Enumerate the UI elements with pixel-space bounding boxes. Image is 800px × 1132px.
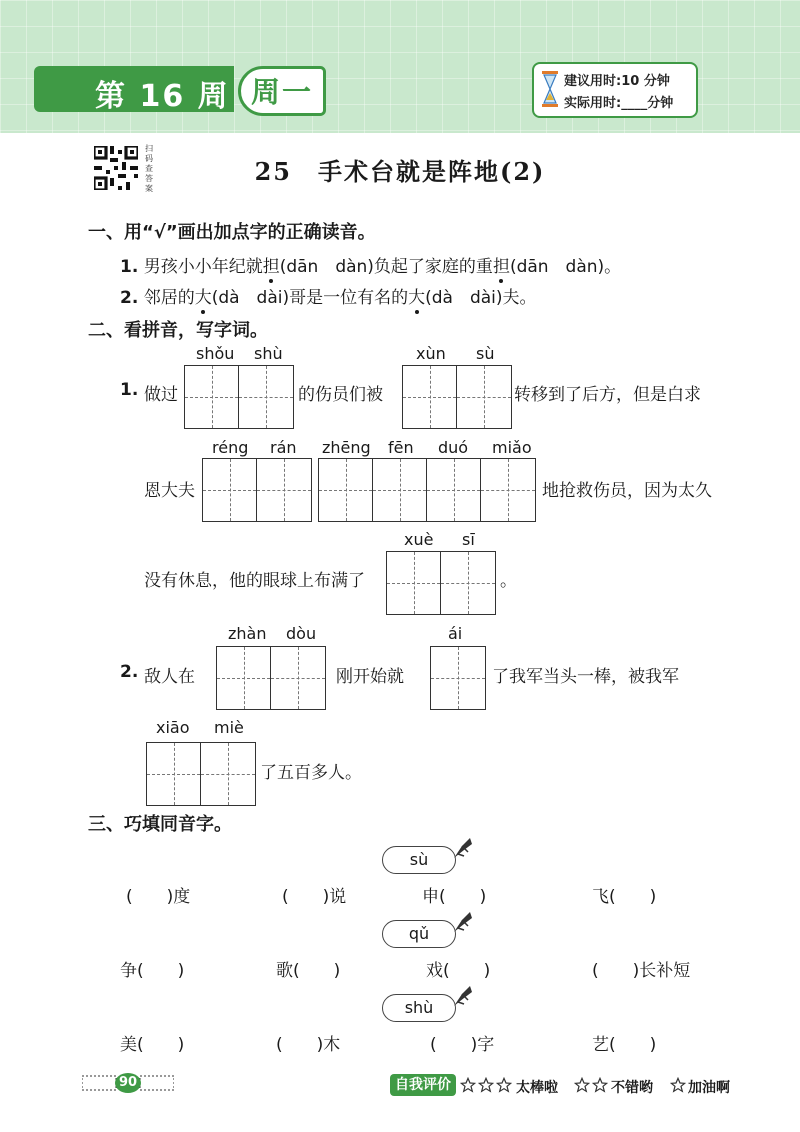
- star-icon[interactable]: [496, 1077, 512, 1093]
- fill-item-shu-2[interactable]: ( )木: [276, 1035, 341, 1055]
- actual-time-label: 实际用时:: [564, 96, 622, 111]
- s2-text-5: 地抢救伤员，因为太久: [542, 481, 712, 501]
- fill-item-qu-1[interactable]: 争( ): [120, 961, 185, 981]
- s2-p2-number: 2.: [120, 662, 139, 682]
- fill-item-shu-4[interactable]: 艺( ): [592, 1035, 657, 1055]
- q2-dotted-char-2: 大: [408, 283, 425, 308]
- week-label: 第 16 周: [95, 79, 230, 114]
- actual-time: [564, 92, 673, 111]
- q1-dotted-char-2: 担: [493, 252, 510, 277]
- section1-heading: 一、用“√”画出加点字的正确读音。: [88, 222, 376, 243]
- s2-text-6: 没有休息，他的眼球上布满了: [144, 571, 365, 591]
- star-icon[interactable]: [574, 1077, 590, 1093]
- pinyin-reng: réng: [212, 438, 249, 457]
- actual-time-unit: 分钟: [647, 96, 674, 111]
- pinyin-su: sù: [476, 344, 495, 363]
- q1-options-2[interactable]: (dān dàn)。: [509, 257, 622, 277]
- fill-item-su-4[interactable]: 飞( ): [592, 887, 657, 907]
- lesson-title: 25 手术台就是阵地(2): [254, 157, 546, 186]
- pen-nib-icon: [450, 910, 474, 936]
- writing-grid-zhengfenduomiao[interactable]: [318, 458, 536, 522]
- pinyin-shu: shù: [254, 344, 283, 363]
- writing-grid-zhandou[interactable]: [216, 646, 326, 710]
- q1-number: 1.: [120, 257, 139, 277]
- s2-text-3: 转移到了后方，但是白求: [514, 385, 701, 405]
- q2-number: 2.: [120, 288, 139, 308]
- fill-item-su-3[interactable]: 申( ): [422, 887, 487, 907]
- star-icon[interactable]: [592, 1077, 608, 1093]
- grade-good: 不错哟: [611, 1080, 653, 1096]
- pinyin-zhan: zhàn: [228, 624, 267, 643]
- section1-q1: [120, 252, 621, 277]
- s2-p1-number: 1.: [120, 380, 139, 400]
- q2-options-2[interactable]: (dà dài)夫。: [425, 288, 537, 308]
- pinyin-zheng: zhēng: [322, 438, 371, 457]
- page-number: 90: [118, 1075, 138, 1090]
- star-icon[interactable]: [460, 1077, 476, 1093]
- writing-grid-ai[interactable]: [430, 646, 486, 710]
- grade-excellent: 太棒啦: [516, 1080, 558, 1096]
- fill-item-shu-1[interactable]: 美( ): [120, 1035, 185, 1055]
- pinyin-capsule-shu: shù: [382, 994, 456, 1022]
- section1-q2: [120, 283, 537, 308]
- q2-options-1[interactable]: (dà dài)哥是一位有名的: [211, 288, 409, 308]
- pinyin-fen: fēn: [388, 438, 414, 457]
- fill-item-qu-2[interactable]: 歌( ): [276, 961, 341, 981]
- fill-item-su-2[interactable]: ( )说: [282, 887, 347, 907]
- q2-pre: 邻居的: [143, 288, 195, 308]
- suggested-time: 建议用时:10 分钟: [564, 74, 670, 89]
- pinyin-ran: rán: [270, 438, 297, 457]
- pinyin-mie: miè: [214, 718, 244, 737]
- day-label: 周一: [251, 75, 314, 109]
- writing-grid-xuesi[interactable]: [386, 551, 496, 615]
- writing-grid-rengran[interactable]: [202, 458, 312, 522]
- pinyin-duo: duó: [438, 438, 469, 457]
- self-eval-label: 自我评价: [390, 1074, 456, 1096]
- s2-text-7: 。: [500, 571, 517, 591]
- qr-code-icon[interactable]: [94, 146, 138, 190]
- star-icon[interactable]: [478, 1077, 494, 1093]
- fill-item-qu-3[interactable]: 戏( ): [426, 961, 491, 981]
- star-icon[interactable]: [670, 1077, 686, 1093]
- fill-item-shu-3[interactable]: ( )字: [430, 1035, 495, 1055]
- s2-text-1: 做过: [144, 385, 178, 405]
- writing-grid-xunsu[interactable]: [402, 365, 512, 429]
- pen-nib-icon: [450, 836, 474, 862]
- pinyin-xiao: xiāo: [156, 718, 190, 737]
- writing-grid-shoushu[interactable]: [184, 365, 294, 429]
- actual-time-blank[interactable]: ____: [621, 96, 648, 111]
- pinyin-ai: ái: [448, 624, 463, 643]
- time-box: [532, 62, 698, 118]
- s2-text-4: 恩大夫: [144, 481, 195, 501]
- section3-heading: 三、巧填同音字。: [88, 814, 232, 835]
- qr-label: 扫码查答案: [145, 144, 153, 193]
- q1-dotted-char-1: 担: [263, 252, 280, 277]
- s2-text-10: 了我军当头一棒，被我军: [492, 667, 679, 687]
- s2-text-2: 的伤员们被: [298, 385, 383, 405]
- q1-options-1[interactable]: (dān dàn)负起了家庭的重: [279, 257, 493, 277]
- s2-text-9: 刚开始就: [336, 667, 404, 687]
- pen-nib-icon: [450, 984, 474, 1010]
- pinyin-shou: shǒu: [196, 344, 235, 363]
- pinyin-capsule-qu: qǔ: [382, 920, 456, 948]
- pinyin-xun: xùn: [416, 344, 446, 363]
- q1-pre: 男孩小小年纪就: [143, 257, 263, 277]
- grade-keep-going: 加油啊: [688, 1080, 730, 1096]
- s2-text-11: 了五百多人。: [260, 763, 362, 783]
- q2-dotted-char-1: 大: [195, 283, 212, 308]
- section2-heading: 二、看拼音，写字词。: [88, 320, 268, 341]
- pinyin-capsule-su: sù: [382, 846, 456, 874]
- fill-item-su-1[interactable]: ( )度: [126, 887, 191, 907]
- fill-item-qu-4[interactable]: ( )长补短: [592, 961, 691, 981]
- writing-grid-xiaomie[interactable]: [146, 742, 256, 806]
- pinyin-si: sī: [462, 530, 475, 549]
- pinyin-xue: xuè: [404, 530, 434, 549]
- hourglass-icon: [540, 70, 560, 108]
- s2-text-8: 敌人在: [144, 667, 195, 687]
- pinyin-dou: dòu: [286, 624, 317, 643]
- pinyin-miao: miǎo: [492, 438, 532, 457]
